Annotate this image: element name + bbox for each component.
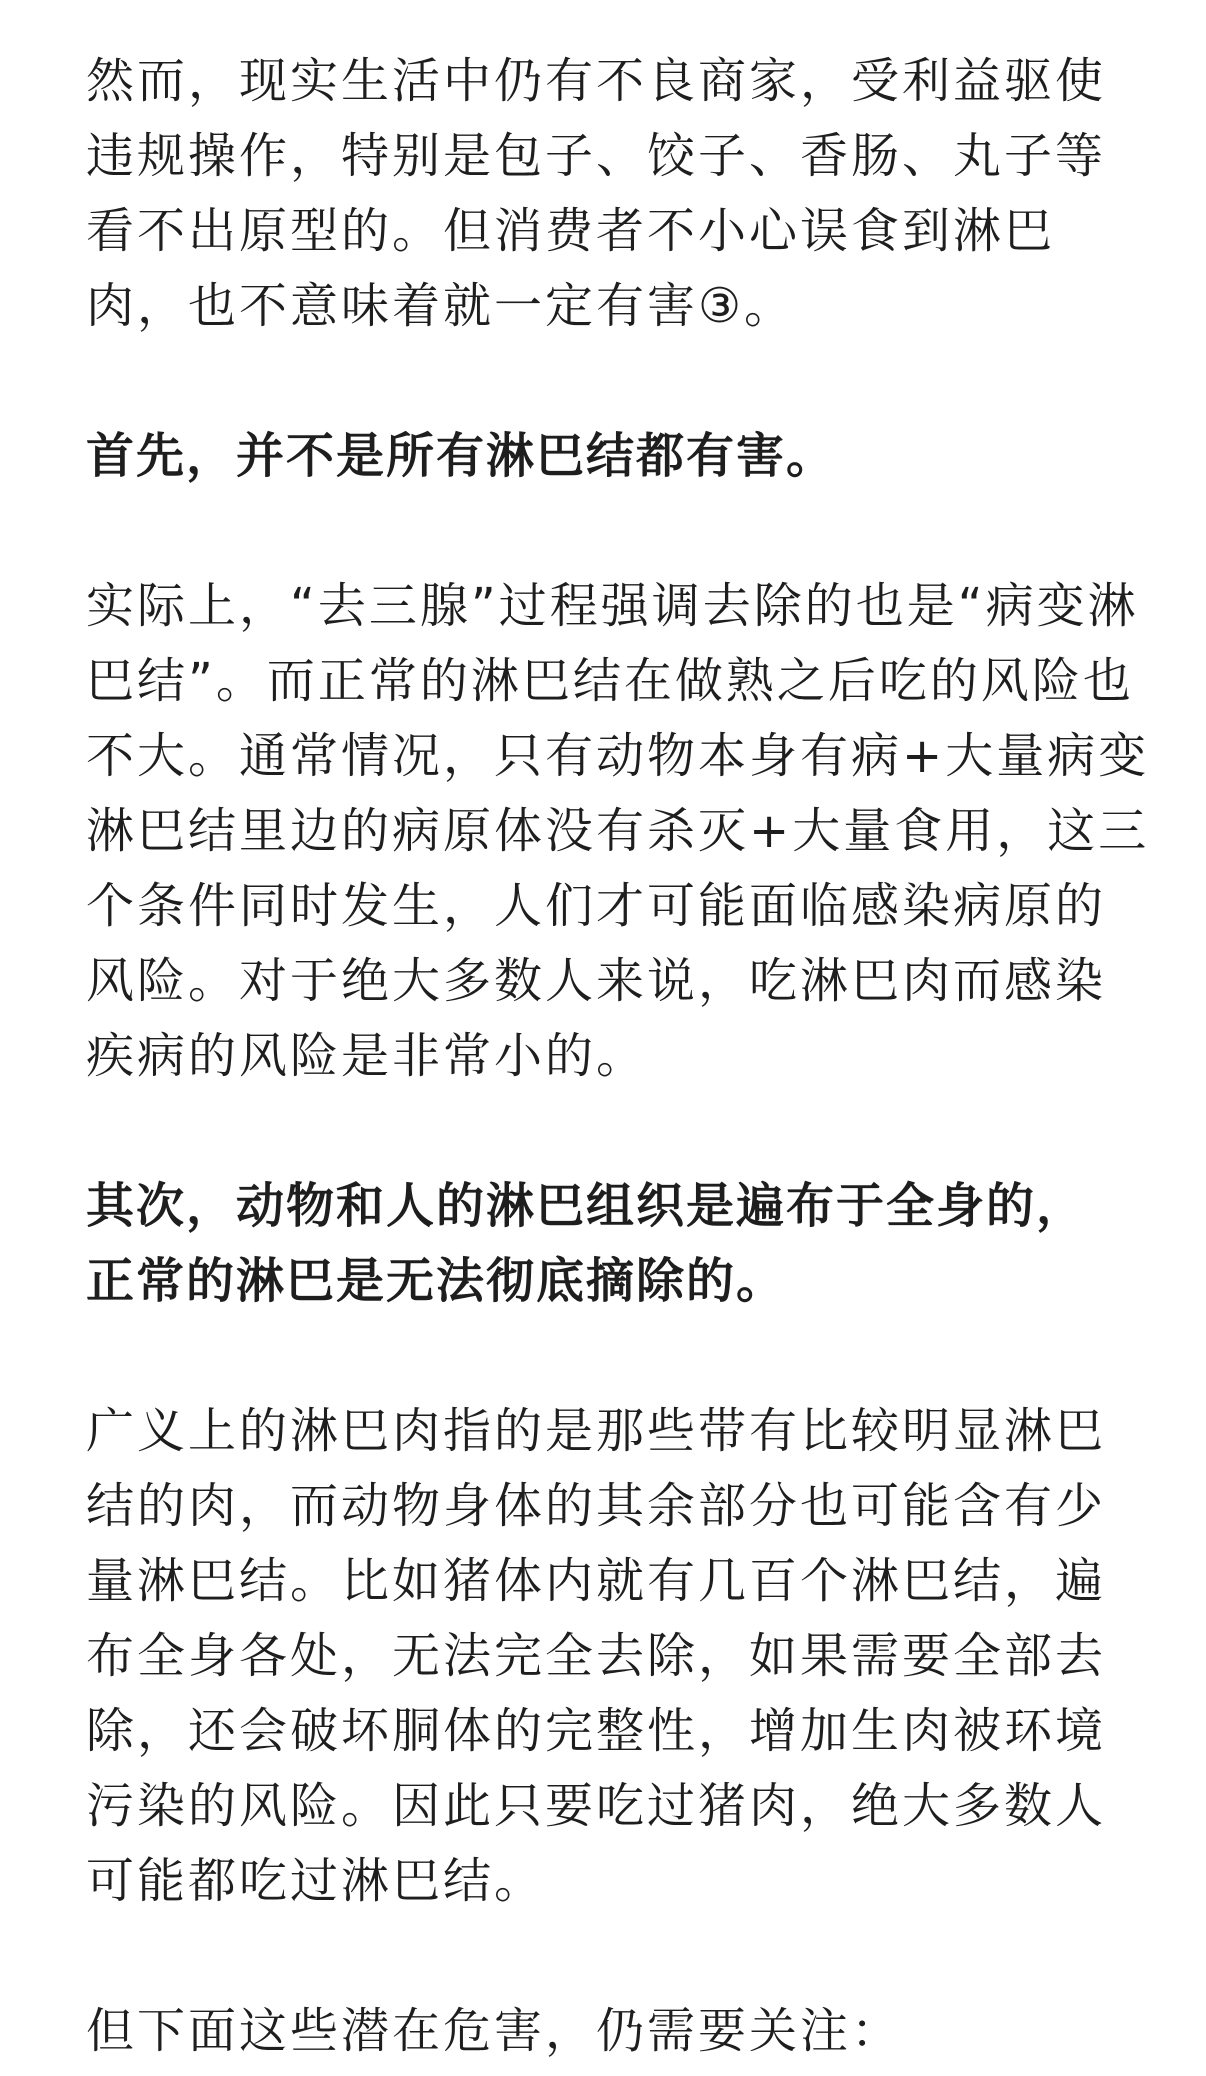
text-line: 可能都吃过淋巴结。: [86, 1853, 546, 1909]
paragraph-first-point-body: [86, 569, 1150, 1094]
text-line: 污染的风险。因此只要吃过猪肉，绝大多数人: [86, 1778, 1107, 1834]
text-line: 首先，并不是所有淋巴结都有害。: [86, 428, 837, 484]
heading-first-point: [86, 419, 1126, 494]
text-line: 风险。对于绝大多数人来说，吃淋巴肉而感染: [86, 953, 1107, 1009]
text-line: 疾病的风险是非常小的。: [86, 1028, 648, 1084]
text-line: 淋巴结里边的病原体没有杀灭+大量食用，这三: [86, 803, 1150, 859]
text-line: 但下面这些潜在危害，仍需要关注：: [86, 2003, 903, 2059]
text-line: 量淋巴结。比如猪体内就有几百个淋巴结，遍: [86, 1553, 1107, 1609]
text-line: 看不出原型的。但消费者不小心误食到淋巴: [86, 203, 1056, 259]
paragraph-gap: [86, 494, 1126, 569]
text-line: 个条件同时发生，人们才可能面临感染病原的: [86, 878, 1107, 934]
text-line: 违规操作，特别是包子、饺子、香肠、丸子等: [86, 128, 1107, 184]
text-line: 广义上的淋巴肉指的是那些带有比较明显淋巴: [86, 1403, 1107, 1459]
heading-second-point: [86, 1169, 1126, 1319]
paragraph-gap: [86, 1919, 1126, 1994]
text-line: 然而，现实生活中仍有不良商家，受利益驱使: [86, 53, 1107, 109]
paragraph-intro: [86, 44, 1126, 344]
text-line: 不大。通常情况，只有动物本身有病+大量病变: [86, 728, 1150, 784]
text-line: 实际上，“去三腺”过程强调去除的也是“病变淋: [86, 578, 1139, 634]
text-line: 结的肉，而动物身体的其余部分也可能含有少: [86, 1478, 1107, 1534]
article-body: [86, 44, 1150, 2069]
paragraph-second-point-body: [86, 1394, 1126, 1919]
text-line: 正常的淋巴是无法彻底摘除的。: [86, 1253, 787, 1309]
text-line: 其次，动物和人的淋巴组织是遍布于全身的，: [86, 1178, 1087, 1234]
text-line: 布全身各处，无法完全去除，如果需要全部去: [86, 1628, 1107, 1684]
paragraph-gap: [86, 1319, 1126, 1394]
text-line: 肉，也不意味着就一定有害③。: [86, 278, 796, 334]
text-line: 除，还会破坏胴体的完整性，增加生肉被环境: [86, 1703, 1107, 1759]
paragraph-gap: [86, 344, 1126, 419]
text-line: 巴结”。而正常的淋巴结在做熟之后吃的风险也: [86, 653, 1134, 709]
paragraph-gap: [86, 1094, 1126, 1169]
paragraph-hazards-intro: [86, 1994, 1126, 2069]
